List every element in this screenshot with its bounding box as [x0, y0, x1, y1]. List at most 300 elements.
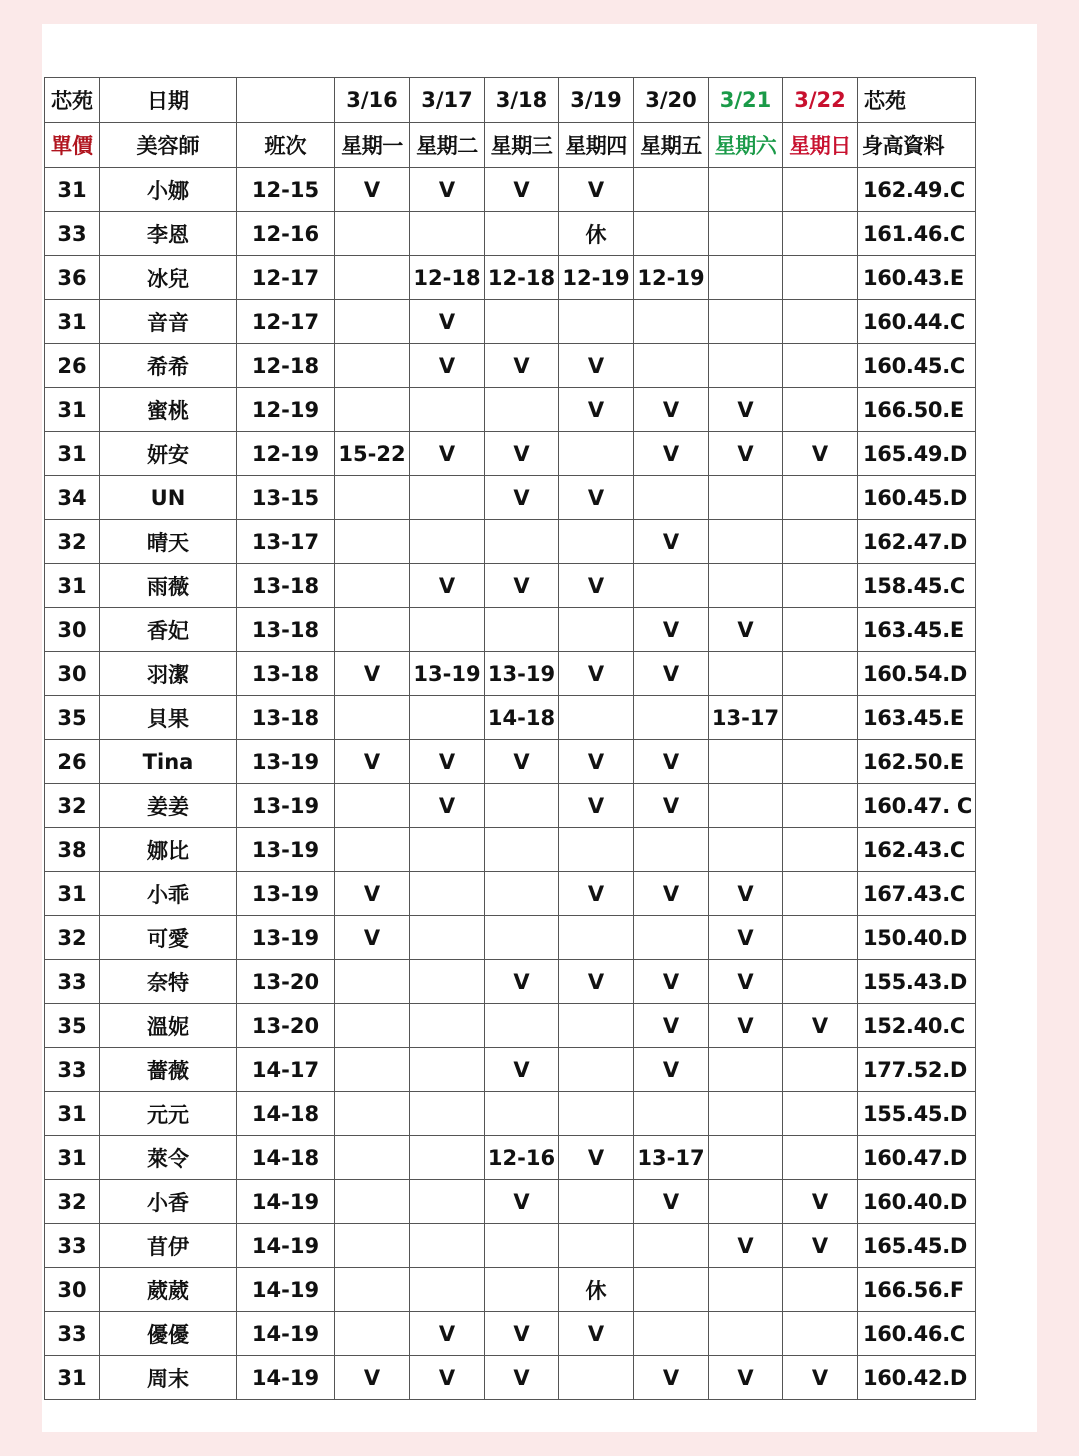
day-cell-1: [335, 1136, 410, 1180]
shift-cell: 13-19: [237, 872, 335, 916]
day-cell-4: [559, 1004, 634, 1048]
day-cell-6: V: [709, 960, 783, 1004]
weekday-col-2: 星期二: [410, 123, 485, 168]
unit-price-cell: 30: [45, 608, 100, 652]
day-cell-7: [783, 520, 858, 564]
beautician-name-cell: 溫妮: [100, 1004, 237, 1048]
shift-cell: 13-19: [237, 740, 335, 784]
day-cell-5: V: [634, 740, 709, 784]
day-cell-2: V: [410, 300, 485, 344]
day-cell-2: V: [410, 1356, 485, 1400]
day-cell-3: [485, 608, 559, 652]
day-cell-2: V: [410, 168, 485, 212]
day-cell-4: V: [559, 872, 634, 916]
day-cell-6: V: [709, 872, 783, 916]
day-cell-4: [559, 432, 634, 476]
unit-price-cell: 33: [45, 1224, 100, 1268]
day-cell-4: V: [559, 784, 634, 828]
day-cell-5: [634, 1092, 709, 1136]
day-cell-2: [410, 960, 485, 1004]
day-cell-7: [783, 828, 858, 872]
day-cell-5: 13-17: [634, 1136, 709, 1180]
day-cell-6: [709, 1312, 783, 1356]
day-cell-3: [485, 828, 559, 872]
day-cell-5: [634, 168, 709, 212]
day-cell-1: [335, 1004, 410, 1048]
height-data-cell: 161.46.C: [858, 212, 976, 256]
shift-cell: 12-19: [237, 432, 335, 476]
unit-price-cell: 32: [45, 1180, 100, 1224]
shift-cell: 14-19: [237, 1224, 335, 1268]
unit-price-cell: 30: [45, 1268, 100, 1312]
date-col-1: 3/16: [335, 78, 410, 123]
day-cell-2: V: [410, 740, 485, 784]
shift-cell: 12-19: [237, 388, 335, 432]
day-cell-1: [335, 212, 410, 256]
table-row: [45, 1004, 976, 1048]
height-data-cell: 155.45.D: [858, 1092, 976, 1136]
day-cell-3: [485, 1224, 559, 1268]
day-cell-3: V: [485, 1180, 559, 1224]
day-cell-5: V: [634, 652, 709, 696]
unit-price-cell: 32: [45, 784, 100, 828]
table-row: [45, 740, 976, 784]
shift-cell: 14-17: [237, 1048, 335, 1092]
beautician-label: 美容師: [100, 123, 237, 168]
day-cell-1: [335, 300, 410, 344]
day-cell-1: 15-22: [335, 432, 410, 476]
table-row: [45, 1224, 976, 1268]
day-cell-2: 13-19: [410, 652, 485, 696]
weekday-col-3: 星期三: [485, 123, 559, 168]
day-cell-1: [335, 1268, 410, 1312]
day-cell-7: V: [783, 1356, 858, 1400]
day-cell-2: V: [410, 344, 485, 388]
date-col-5: 3/20: [634, 78, 709, 123]
height-data-cell: 160.47. C: [858, 784, 976, 828]
shift-cell: 13-20: [237, 1004, 335, 1048]
day-cell-1: [335, 344, 410, 388]
day-cell-6: [709, 300, 783, 344]
day-cell-4: V: [559, 652, 634, 696]
beautician-name-cell: 音音: [100, 300, 237, 344]
shift-cell: 13-19: [237, 828, 335, 872]
day-cell-7: [783, 916, 858, 960]
weekday-col-5: 星期五: [634, 123, 709, 168]
table-row: [45, 1048, 976, 1092]
unit-price-cell: 36: [45, 256, 100, 300]
beautician-name-cell: 香妃: [100, 608, 237, 652]
beautician-name-cell: 雨薇: [100, 564, 237, 608]
table-row: [45, 1356, 976, 1400]
day-cell-2: V: [410, 564, 485, 608]
day-cell-7: V: [783, 432, 858, 476]
beautician-name-cell: Tina: [100, 740, 237, 784]
day-cell-1: V: [335, 652, 410, 696]
day-cell-3: 14-18: [485, 696, 559, 740]
day-cell-5: [634, 916, 709, 960]
beautician-name-cell: 奈特: [100, 960, 237, 1004]
beautician-name-cell: 晴天: [100, 520, 237, 564]
height-data-cell: 150.40.D: [858, 916, 976, 960]
day-cell-6: [709, 1180, 783, 1224]
day-cell-3: V: [485, 1356, 559, 1400]
day-cell-2: [410, 872, 485, 916]
day-cell-1: V: [335, 168, 410, 212]
shift-cell: 12-18: [237, 344, 335, 388]
day-cell-2: [410, 1224, 485, 1268]
table-row: [45, 608, 976, 652]
day-cell-2: [410, 212, 485, 256]
day-cell-1: [335, 564, 410, 608]
day-cell-6: V: [709, 608, 783, 652]
day-cell-4: V: [559, 388, 634, 432]
day-cell-7: [783, 1092, 858, 1136]
day-cell-6: [709, 828, 783, 872]
beautician-name-cell: UN: [100, 476, 237, 520]
day-cell-7: [783, 608, 858, 652]
weekday-col-1: 星期一: [335, 123, 410, 168]
day-cell-3: [485, 1092, 559, 1136]
day-cell-5: [634, 1224, 709, 1268]
day-cell-6: [709, 1092, 783, 1136]
beautician-name-cell: 小娜: [100, 168, 237, 212]
day-cell-3: V: [485, 476, 559, 520]
beautician-name-cell: 貝果: [100, 696, 237, 740]
day-cell-3: V: [485, 564, 559, 608]
day-cell-1: [335, 1312, 410, 1356]
day-cell-4: V: [559, 344, 634, 388]
shift-cell: 14-19: [237, 1180, 335, 1224]
table-row: [45, 212, 976, 256]
day-cell-2: [410, 1004, 485, 1048]
height-data-cell: 163.45.E: [858, 608, 976, 652]
beautician-name-cell: 元元: [100, 1092, 237, 1136]
date-label: 日期: [100, 78, 237, 123]
height-data-cell: 160.43.E: [858, 256, 976, 300]
beautician-name-cell: 冰兒: [100, 256, 237, 300]
height-data-cell: 177.52.D: [858, 1048, 976, 1092]
day-cell-1: V: [335, 740, 410, 784]
day-cell-1: [335, 1180, 410, 1224]
day-cell-4: 12-19: [559, 256, 634, 300]
day-cell-6: [709, 740, 783, 784]
day-cell-6: [709, 344, 783, 388]
day-cell-7: V: [783, 1224, 858, 1268]
beautician-name-cell: 蜜桃: [100, 388, 237, 432]
day-cell-3: V: [485, 432, 559, 476]
shift-cell: 13-18: [237, 608, 335, 652]
table-row: [45, 520, 976, 564]
day-cell-3: 13-19: [485, 652, 559, 696]
day-cell-7: [783, 564, 858, 608]
shift-cell: 13-18: [237, 564, 335, 608]
day-cell-7: [783, 1048, 858, 1092]
day-cell-3: V: [485, 168, 559, 212]
shift-cell: 13-18: [237, 696, 335, 740]
day-cell-5: V: [634, 608, 709, 652]
day-cell-4: [559, 1048, 634, 1092]
beautician-name-cell: 可愛: [100, 916, 237, 960]
day-cell-5: [634, 1268, 709, 1312]
unit-price-cell: 32: [45, 916, 100, 960]
table-row: [45, 344, 976, 388]
day-cell-2: [410, 1092, 485, 1136]
day-cell-4: 休: [559, 212, 634, 256]
shift-cell: 14-19: [237, 1268, 335, 1312]
height-data-cell: 160.40.D: [858, 1180, 976, 1224]
shift-cell: 13-17: [237, 520, 335, 564]
height-data-cell: 162.49.C: [858, 168, 976, 212]
beautician-name-cell: 小香: [100, 1180, 237, 1224]
day-cell-2: [410, 608, 485, 652]
weekday-col-7: 星期日: [783, 123, 858, 168]
day-cell-7: [783, 212, 858, 256]
weekday-col-4: 星期四: [559, 123, 634, 168]
day-cell-7: [783, 476, 858, 520]
unit-price-cell: 35: [45, 696, 100, 740]
day-cell-5: V: [634, 520, 709, 564]
day-cell-4: [559, 1092, 634, 1136]
height-data-cell: 166.50.E: [858, 388, 976, 432]
day-cell-6: [709, 1048, 783, 1092]
height-data-cell: 160.45.D: [858, 476, 976, 520]
day-cell-7: V: [783, 1180, 858, 1224]
day-cell-7: [783, 344, 858, 388]
day-cell-7: [783, 696, 858, 740]
height-data-cell: 160.45.C: [858, 344, 976, 388]
unit-price-cell: 31: [45, 1092, 100, 1136]
unit-price-cell: 38: [45, 828, 100, 872]
beautician-name-cell: 妍安: [100, 432, 237, 476]
unit-price-cell: 26: [45, 344, 100, 388]
day-cell-2: [410, 1048, 485, 1092]
day-cell-1: [335, 1048, 410, 1092]
day-cell-6: [709, 168, 783, 212]
day-cell-7: [783, 300, 858, 344]
beautician-name-cell: 姜姜: [100, 784, 237, 828]
day-cell-6: [709, 1268, 783, 1312]
table-row: [45, 476, 976, 520]
shift-label: 班次: [237, 123, 335, 168]
day-cell-2: [410, 1268, 485, 1312]
day-cell-7: [783, 784, 858, 828]
day-cell-1: [335, 476, 410, 520]
day-cell-2: [410, 828, 485, 872]
day-cell-7: [783, 740, 858, 784]
day-cell-2: [410, 476, 485, 520]
day-cell-3: V: [485, 344, 559, 388]
shift-cell: 14-19: [237, 1312, 335, 1356]
table-row: [45, 872, 976, 916]
day-cell-6: V: [709, 1004, 783, 1048]
day-cell-1: [335, 960, 410, 1004]
unit-price-cell: 31: [45, 1356, 100, 1400]
day-cell-6: V: [709, 1356, 783, 1400]
day-cell-1: [335, 388, 410, 432]
unit-price-cell: 33: [45, 1048, 100, 1092]
day-cell-5: [634, 476, 709, 520]
day-cell-1: [335, 1224, 410, 1268]
day-cell-3: [485, 520, 559, 564]
day-cell-1: V: [335, 1356, 410, 1400]
day-cell-3: [485, 784, 559, 828]
day-cell-3: V: [485, 1048, 559, 1092]
day-cell-1: V: [335, 872, 410, 916]
day-cell-6: 13-17: [709, 696, 783, 740]
table-row: [45, 960, 976, 1004]
day-cell-7: [783, 256, 858, 300]
height-data-cell: 162.50.E: [858, 740, 976, 784]
day-cell-6: [709, 476, 783, 520]
beautician-name-cell: 葳葳: [100, 1268, 237, 1312]
day-cell-5: [634, 300, 709, 344]
table-row: [45, 432, 976, 476]
unit-price-cell: 31: [45, 300, 100, 344]
day-cell-5: V: [634, 1356, 709, 1400]
corner-brand-label: 芯苑: [45, 78, 100, 123]
day-cell-2: V: [410, 1312, 485, 1356]
beautician-name-cell: 萊令: [100, 1136, 237, 1180]
unit-price-cell: 32: [45, 520, 100, 564]
day-cell-6: [709, 1136, 783, 1180]
beautician-name-cell: 小乖: [100, 872, 237, 916]
day-cell-1: [335, 828, 410, 872]
date-col-2: 3/17: [410, 78, 485, 123]
day-cell-1: [335, 784, 410, 828]
shift-cell: 14-18: [237, 1136, 335, 1180]
day-cell-1: [335, 520, 410, 564]
day-cell-6: [709, 564, 783, 608]
day-cell-6: [709, 520, 783, 564]
unit-price-cell: 33: [45, 212, 100, 256]
beautician-name-cell: 薔薇: [100, 1048, 237, 1092]
day-cell-6: V: [709, 388, 783, 432]
day-cell-3: [485, 212, 559, 256]
day-cell-7: [783, 1268, 858, 1312]
day-cell-4: 休: [559, 1268, 634, 1312]
day-cell-3: [485, 916, 559, 960]
day-cell-5: [634, 344, 709, 388]
day-cell-5: [634, 1312, 709, 1356]
beautician-name-cell: 希希: [100, 344, 237, 388]
day-cell-2: 12-18: [410, 256, 485, 300]
table-row: [45, 388, 976, 432]
day-cell-7: [783, 1312, 858, 1356]
day-cell-3: [485, 1268, 559, 1312]
day-cell-4: [559, 696, 634, 740]
beautician-name-cell: 苜伊: [100, 1224, 237, 1268]
day-cell-4: V: [559, 168, 634, 212]
shift-cell: 13-20: [237, 960, 335, 1004]
day-cell-6: [709, 784, 783, 828]
height-data-cell: 152.40.C: [858, 1004, 976, 1048]
height-data-cell: 155.43.D: [858, 960, 976, 1004]
day-cell-5: V: [634, 784, 709, 828]
day-cell-3: [485, 872, 559, 916]
beautician-name-cell: 李恩: [100, 212, 237, 256]
weekday-col-6: 星期六: [709, 123, 783, 168]
day-cell-3: 12-18: [485, 256, 559, 300]
day-cell-4: [559, 828, 634, 872]
unit-price-cell: 33: [45, 1312, 100, 1356]
table-row: [45, 1312, 976, 1356]
unit-price-cell: 31: [45, 168, 100, 212]
day-cell-4: V: [559, 476, 634, 520]
schedule-table: [44, 77, 976, 1400]
day-cell-4: [559, 520, 634, 564]
day-cell-2: [410, 388, 485, 432]
day-cell-5: V: [634, 872, 709, 916]
unit-price-cell: 31: [45, 432, 100, 476]
unit-price-cell: 31: [45, 388, 100, 432]
height-data-cell: 160.42.D: [858, 1356, 976, 1400]
date-col-7: 3/22: [783, 78, 858, 123]
table-row: [45, 696, 976, 740]
day-cell-7: [783, 960, 858, 1004]
day-cell-4: [559, 1356, 634, 1400]
day-cell-7: V: [783, 1004, 858, 1048]
blank-header-cell: [237, 78, 335, 123]
day-cell-4: V: [559, 1312, 634, 1356]
shift-cell: 14-18: [237, 1092, 335, 1136]
beautician-name-cell: 周末: [100, 1356, 237, 1400]
day-cell-1: [335, 256, 410, 300]
shift-cell: 12-17: [237, 300, 335, 344]
day-cell-2: [410, 520, 485, 564]
day-cell-1: [335, 1092, 410, 1136]
table-row: [45, 168, 976, 212]
day-cell-1: V: [335, 916, 410, 960]
day-cell-5: V: [634, 1048, 709, 1092]
table-row: [45, 1180, 976, 1224]
day-cell-2: [410, 1136, 485, 1180]
table-row: [45, 300, 976, 344]
unit-price-cell: 33: [45, 960, 100, 1004]
shift-cell: 12-16: [237, 212, 335, 256]
height-data-cell: 165.49.D: [858, 432, 976, 476]
day-cell-3: [485, 300, 559, 344]
height-data-cell: 158.45.C: [858, 564, 976, 608]
day-cell-3: V: [485, 1312, 559, 1356]
brand-label: 芯苑: [858, 78, 976, 123]
table-row: [45, 652, 976, 696]
height-data-cell: 160.46.C: [858, 1312, 976, 1356]
table-row: [45, 828, 976, 872]
day-cell-4: V: [559, 740, 634, 784]
beautician-name-cell: 羽潔: [100, 652, 237, 696]
day-cell-7: [783, 388, 858, 432]
unit-price-cell: 31: [45, 1136, 100, 1180]
day-cell-4: V: [559, 960, 634, 1004]
height-data-cell: 167.43.C: [858, 872, 976, 916]
table-row: [45, 784, 976, 828]
day-cell-5: V: [634, 1004, 709, 1048]
table-row: [45, 1268, 976, 1312]
table-row: [45, 256, 976, 300]
day-cell-4: [559, 300, 634, 344]
height-data-cell: 165.45.D: [858, 1224, 976, 1268]
day-cell-1: [335, 696, 410, 740]
table-row: [45, 1092, 976, 1136]
header-row-weekdays: [45, 123, 976, 168]
day-cell-6: V: [709, 432, 783, 476]
day-cell-4: [559, 916, 634, 960]
unit-price-cell: 35: [45, 1004, 100, 1048]
height-data-label: 身高資料: [858, 123, 976, 168]
day-cell-4: V: [559, 564, 634, 608]
date-col-6: 3/21: [709, 78, 783, 123]
